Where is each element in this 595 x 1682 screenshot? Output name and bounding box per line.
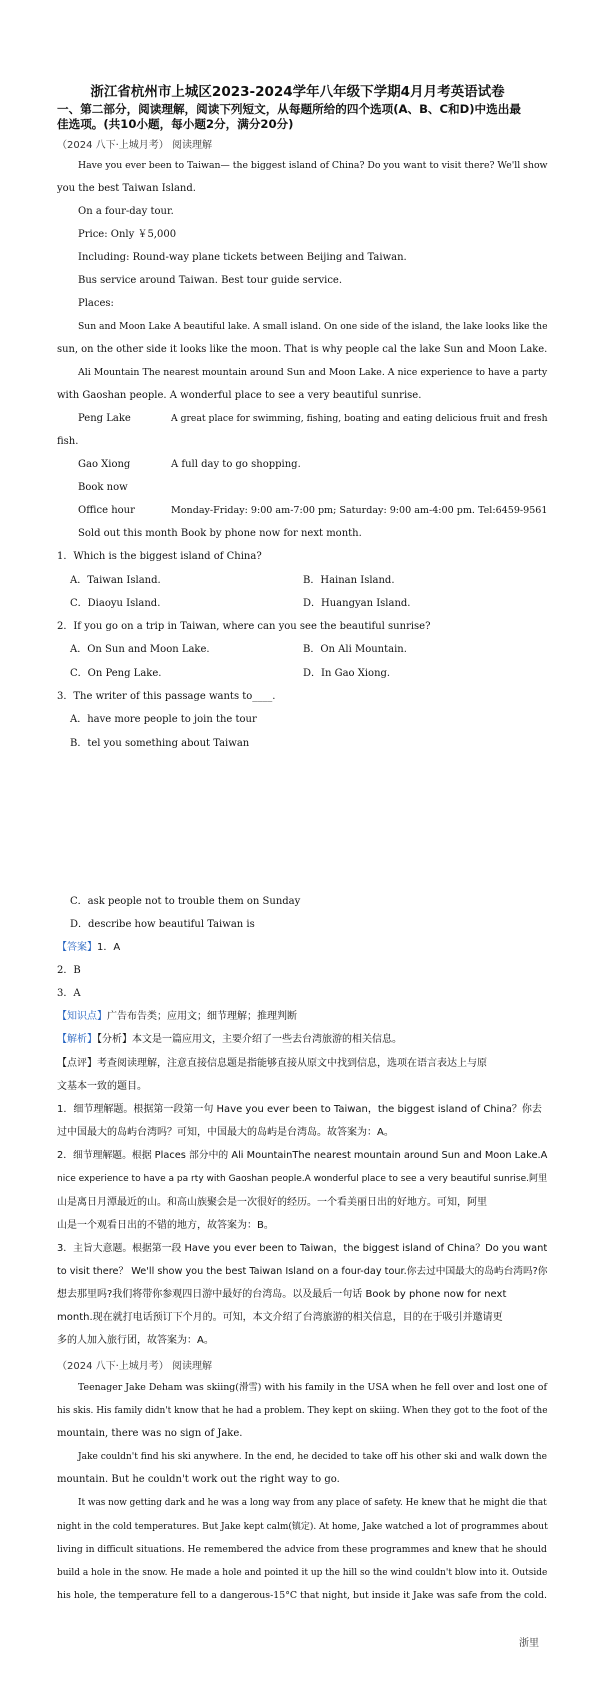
passage1-peng-name: Peng Lake [78, 413, 131, 424]
answer-1: 1．A [97, 942, 121, 953]
question-1: 1．Which is the biggest island of China? [57, 551, 262, 562]
passage1-tour: On a four-day tour. [78, 206, 174, 217]
explanation-3-line5: 多的人加入旅行团，故答案为：A。 [57, 1335, 214, 1346]
answer-tag: 【答案】 [57, 942, 97, 953]
question-3: 3．The writer of this passage wants to____. [57, 691, 276, 702]
passage1-ali-line2: with Gaoshan people. A wonderful place to see a very beautiful sunrise. [57, 390, 422, 401]
question-2: 2．If you go on a trip in Taiwan, where can you see the beautiful sunrise? [57, 621, 431, 632]
explanation-3-line1: 3．主旨大意题。根据第一段 Have you ever been to Taiwan，the biggest island of China？Do you want [57, 1243, 548, 1254]
question-2-option-d: D．In Gao Xiong. [303, 668, 391, 679]
knowledge-point-row [57, 1010, 297, 1024]
question-1-option-a: A．Taiwan Island. [70, 575, 161, 586]
passage1-ali-line1: Ali Mountain The nearest mountain around Sun and Moon Lake. A nice experience to have a party [78, 367, 548, 378]
passage2-para3-line5: his hole, the temperature fell to a dangerous-15°C that night, but inside it Jake was safe from the cold. [57, 1590, 547, 1601]
explanation-2-line3: 山是离日月潭最近的山。和高山族聚会是一次很好的经历。一个看美丽日出的好地方。可知，阿里 [57, 1197, 487, 1208]
explanation-3-line4: month.现在就打电话预订下个月的。可知，本文介绍了台湾旅游的相关信息，目的在于吸引并邀请更 [57, 1312, 503, 1323]
explanation-1-line2: 过中国最大的岛屿台湾吗？可知，中国最大的岛屿是台湾岛。故答案为：A。 [57, 1127, 394, 1138]
page-title: 浙江省杭州市上城区2023-2024学年八年级下学期4月月考英语试卷 [90, 84, 505, 100]
explanation-1-line1: 1．细节理解题。根据第一段第一句 Have you ever been to Taiwan，the biggest island of China？你去 [57, 1104, 542, 1115]
explanation-2-line4: 山是一个观看日出的不错的地方，故答案为：B。 [57, 1220, 274, 1231]
analysis-summary: 【分析】本文是一篇应用文，主要介绍了一些去台湾旅游的相关信息。 [97, 1034, 402, 1045]
passage2-para3-line3: living in difficult situations. He remembered the advice from these programmes and knew that he should [57, 1544, 547, 1555]
explanation-3-line3: 想去那里吗?我们将带你参观四日游中最好的台湾岛。以及最后一句话 Book by phone now for next [57, 1289, 507, 1300]
explanation-2-line1: 2．细节理解题。根据 Places 部分中的 Ali MountainThe nearest mountain around Sun and Moon Lake.A [57, 1150, 548, 1161]
comment-line-2: 文基本一致的题目。 [57, 1081, 147, 1092]
passage2-para3-line4: build a hole in the snow. He made a hole and pointed it up the hill so the wind couldn't blow into it. Outside [57, 1568, 548, 1578]
section-heading-line-2: 佳选项。(共10小题，每小题2分，满分20分) [57, 117, 294, 131]
passage2-para1-line3: mountain, there was no sign of Jake. [57, 1428, 243, 1439]
question-1-option-d: D．Huangyan Island. [303, 598, 411, 609]
passage2-para3-line2: night in the cold temperatures. But Jake kept calm(镇定). At home, Jake watched a lot of programmes about [57, 1522, 548, 1532]
question-1-option-b: B．Hainan Island. [303, 575, 395, 586]
question-2-option-c: C．On Peng Lake. [70, 668, 162, 679]
passage1-including: Including: Round-way plane tickets between Beijing and Taiwan. [78, 252, 407, 263]
section-heading-line-1: 一、第二部分，阅读理解，阅读下列短文，从每题所给的四个选项(A、B、C和D)中选出最 [57, 102, 521, 116]
passage1-places: Places: [78, 298, 114, 309]
question-2-option-a: A．On Sun and Moon Lake. [70, 644, 210, 655]
question-3-option-b: B．tel you something about Taiwan [70, 738, 250, 749]
passage2-para2-line2: mountain. But he couldn't work out the right way to go. [57, 1474, 340, 1485]
passage-source-1: （2024 八下·上城月考） 阅读理解 [57, 140, 212, 151]
passage1-sold-out: Sold out this month Book by phone now for next month. [78, 528, 362, 539]
page-footer: 浙里 [519, 1638, 539, 1649]
question-3-option-a: A．have more people to join the tour [70, 714, 257, 725]
explanation-3-line2: to visit there？ We'll show you the best Taiwan Island on a four-day tour.你去过中国最大的岛屿台湾吗?你 [57, 1266, 548, 1277]
passage1-bus: Bus service around Taiwan. Best tour guide service. [78, 275, 343, 286]
knowledge-point-tag: 【知识点】 [57, 1011, 107, 1022]
analysis-tag: 【解析】 [57, 1034, 97, 1045]
passage1-sun-moon-line1: Sun and Moon Lake A beautiful lake. A small island. On one side of the island, the lake looks like the [78, 321, 548, 332]
question-3-option-d: D．describe how beautiful Taiwan is [70, 919, 255, 930]
question-2-option-b: B．On Ali Mountain. [303, 644, 407, 655]
knowledge-point: 广告布告类；应用文；细节理解；推理判断 [107, 1011, 297, 1022]
question-3-option-c: C．ask people not to trouble them on Sunday [70, 896, 301, 907]
passage-source-2: （2024 八下·上城月考） 阅读理解 [57, 1361, 212, 1372]
passage2-para1-line2: his skis. His family didn't know that he had a problem. They kept on skiing. When they got to the foot of the [57, 1406, 548, 1416]
passage1-office-desc: Monday-Friday: 9:00 am-7:00 pm; Saturday: 9:00 am-4:00 pm. Tel:6459-9561 [171, 505, 548, 516]
answer-2: 2．B [57, 965, 81, 976]
comment-line-1: 【点评】考查阅读理解，注意直接信息题是指能够直接从原文中找到信息，选项在语言表达上与原 [57, 1058, 487, 1069]
passage1-sun-moon-line2: sun, on the other side it looks like the moon. That is why people cal the lake Sun and Moon Lake. [57, 344, 548, 355]
passage2-para3-line1: It was now getting dark and he was a long way from any place of safety. He knew that he might die that [78, 1498, 547, 1508]
passage2-para2-line1: Jake couldn't find his ski anywhere. In the end, he decided to take off his other ski and walk down the [78, 1452, 548, 1462]
passage2-para1-line1: Teenager Jake Deham was skiing(滑雪) with his family in the USA when he fell over and lost one of [78, 1382, 547, 1393]
passage1-office-name: Office hour [78, 505, 135, 516]
passage1-book-now: Book now [78, 482, 128, 493]
passage1-peng-line2: fish. [57, 436, 79, 447]
question-1-option-c: C．Diaoyu Island. [70, 598, 161, 609]
passage1-price: Price: Only ￥5,000 [78, 229, 177, 240]
passage1-para1-line1: Have you ever been to Taiwan— the biggest island of China? Do you want to visit there? We'll show [78, 160, 548, 171]
passage1-gao-desc: A full day to go shopping. [171, 459, 301, 470]
passage1-para1-line2: you the best Taiwan Island. [57, 183, 196, 194]
passage1-peng-line1: A great place for swimming, fishing, boating and eating delicious fruit and fresh [171, 413, 548, 424]
explanation-2-line2: nice experience to have a pa rty with Gaoshan people.A wonderful place to see a very beautiful sunrise.阿里 [57, 1174, 548, 1184]
answer-3: 3．A [57, 988, 81, 999]
answer-1-row [57, 941, 120, 955]
passage1-gao-name: Gao Xiong [78, 459, 131, 470]
analysis-row [57, 1033, 402, 1047]
